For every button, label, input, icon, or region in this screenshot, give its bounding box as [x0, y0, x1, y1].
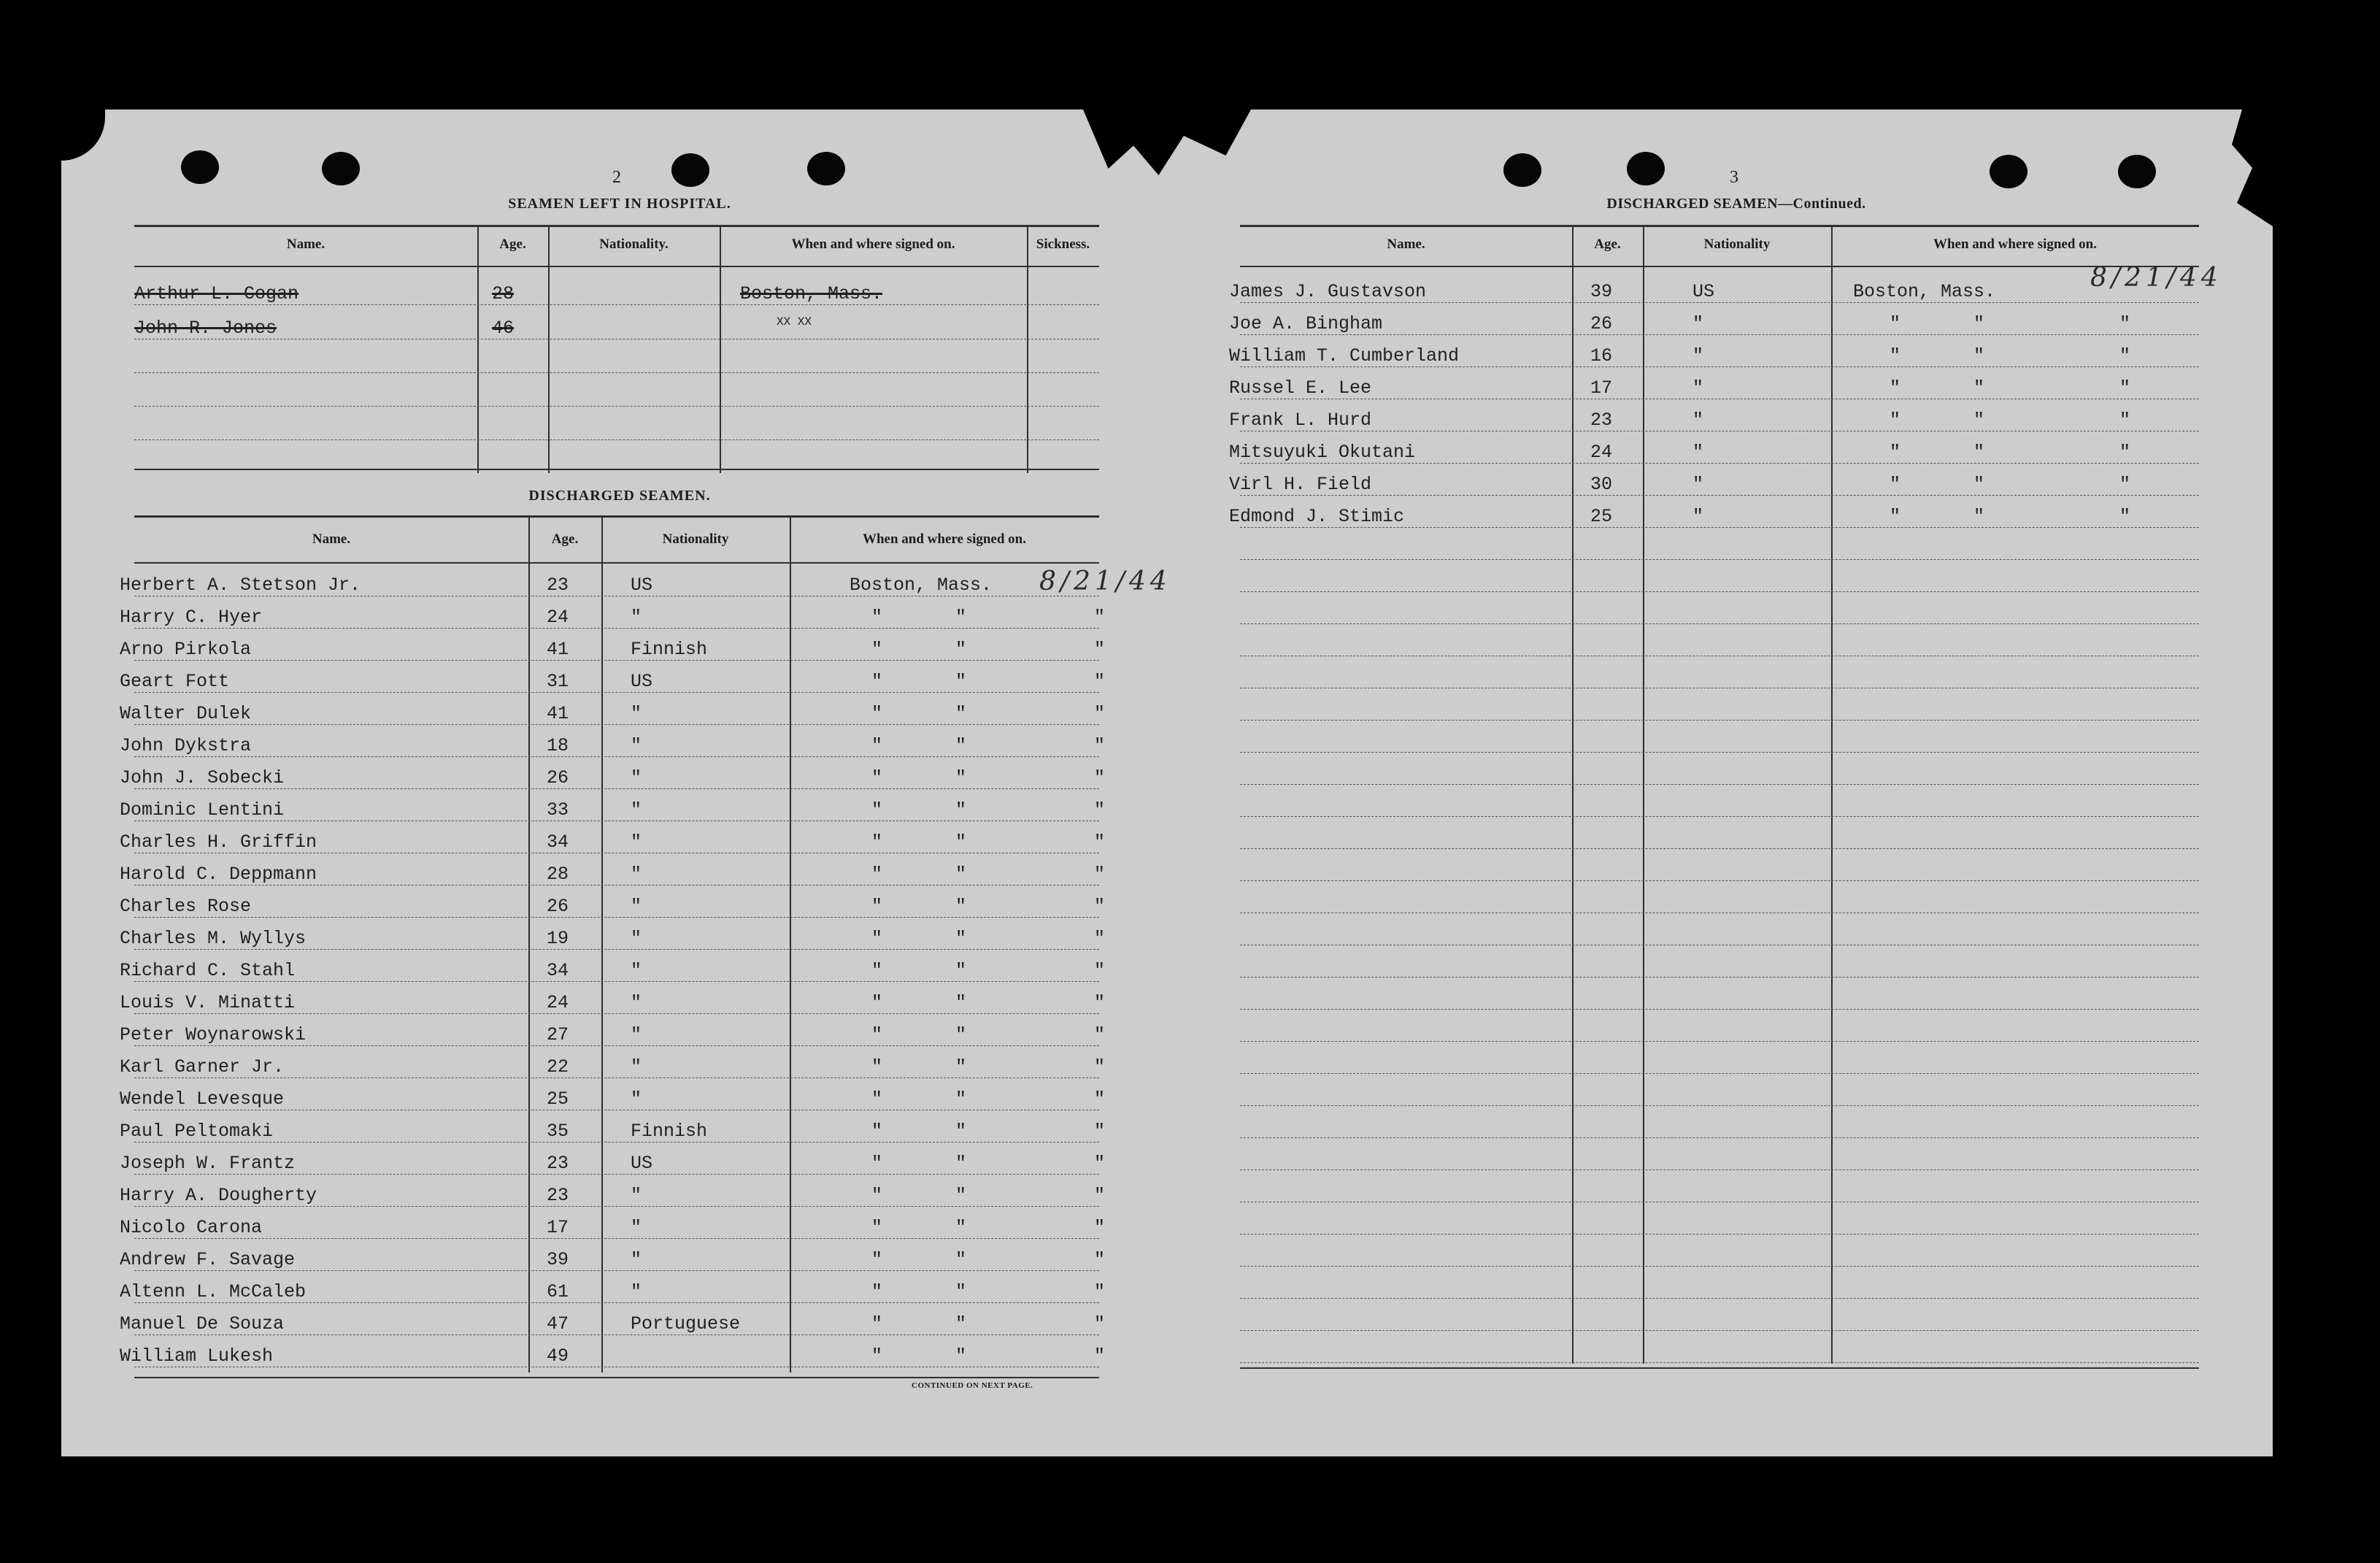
seaman-name: Peter Woynarowski — [120, 1024, 307, 1045]
seaman-nationality: " — [631, 992, 642, 1013]
ditto-mark: " — [955, 671, 967, 692]
seaman-age: 23 — [547, 575, 569, 596]
seaman-nationality: Portuguese — [631, 1313, 741, 1334]
ditto-mark: " — [1094, 767, 1106, 788]
seaman-age: 17 — [547, 1217, 569, 1238]
ditto-mark: " — [1094, 832, 1106, 853]
ditto-mark: " — [955, 960, 967, 981]
discharged-table — [120, 515, 1171, 1384]
column-header-name: Name. — [286, 237, 326, 252]
seaman-age: 27 — [547, 1024, 569, 1045]
table-row — [120, 885, 1106, 918]
ditto-mark: " — [1890, 474, 1901, 495]
seaman-name: Altenn L. McCaleb — [120, 1281, 307, 1302]
ditto-mark: " — [871, 1088, 883, 1110]
seaman-age: 24 — [547, 607, 569, 628]
seaman-nationality: " — [631, 896, 642, 917]
ditto-mark: " — [1973, 345, 1985, 366]
ditto-mark: " — [1973, 313, 1985, 334]
table-row — [1240, 1266, 2199, 1299]
table-row — [1240, 816, 2199, 849]
ditto-mark: " — [1094, 960, 1106, 981]
column-header-age: Age. — [499, 237, 526, 252]
seaman-nationality: " — [631, 1217, 642, 1238]
seaman-age: 34 — [547, 960, 569, 981]
seaman-nationality: US — [1692, 281, 1715, 302]
handwritten-date: 8/21/44 — [2090, 263, 2222, 293]
ditto-mark: " — [1973, 410, 1985, 431]
table-row — [120, 1110, 1106, 1143]
seaman-nationality: " — [631, 864, 642, 885]
column-header-name: Name. — [312, 531, 351, 547]
table-row — [120, 788, 1106, 821]
ditto-mark: " — [1094, 1217, 1106, 1238]
table-row — [1229, 495, 2199, 528]
table-row — [1240, 913, 2199, 945]
seaman-age: 34 — [547, 832, 569, 853]
seaman-name: Virl H. Field — [1229, 474, 1372, 495]
right-page — [1167, 110, 2273, 1456]
table-row — [1240, 880, 2199, 913]
ditto-mark: " — [955, 1153, 967, 1174]
ditto-mark: " — [2119, 506, 2131, 527]
seaman-nationality: " — [1692, 410, 1704, 431]
ditto-mark: " — [871, 703, 883, 724]
seaman-name: Frank L. Hurd — [1229, 410, 1372, 431]
seaman-age: 25 — [1590, 506, 1613, 527]
seaman-name: Manuel De Souza — [120, 1313, 285, 1334]
table-row — [1240, 1330, 2199, 1363]
table-row — [120, 660, 1106, 693]
page-number: 2 — [612, 168, 621, 187]
seaman-name: Wendel Levesque — [120, 1088, 285, 1110]
ditto-mark: " — [1890, 506, 1901, 527]
seaman-nationality: " — [631, 928, 642, 949]
seaman-age: 28 — [492, 283, 515, 304]
seaman-age: 24 — [547, 992, 569, 1013]
table-row — [120, 692, 1106, 725]
seaman-age: 35 — [547, 1121, 569, 1142]
seaman-age: 41 — [547, 639, 569, 660]
column-header-nationality: Nationality — [662, 531, 729, 547]
seaman-nationality: " — [1692, 345, 1704, 366]
seaman-name: Joseph W. Frantz — [120, 1153, 296, 1174]
ditto-mark: " — [955, 1088, 967, 1110]
seaman-nationality: " — [631, 832, 642, 853]
ditto-mark: " — [871, 1345, 883, 1367]
table-row — [120, 1174, 1106, 1207]
seaman-age: 61 — [547, 1281, 569, 1302]
ditto-mark: " — [955, 607, 967, 628]
seaman-name: William Lukesh — [120, 1345, 274, 1367]
ditto-mark: " — [955, 703, 967, 724]
ditto-mark: " — [2119, 313, 2131, 334]
ditto-mark: " — [1890, 442, 1901, 463]
ditto-mark: " — [1094, 1056, 1106, 1078]
ditto-mark: " — [871, 1121, 883, 1142]
seaman-age: 26 — [547, 896, 569, 917]
table-row — [1240, 1202, 2199, 1234]
table-row — [134, 339, 1099, 373]
seaman-age: 16 — [1590, 345, 1613, 366]
ditto-mark: " — [871, 1153, 883, 1174]
table-row — [1240, 848, 2199, 881]
seaman-name: Richard C. Stahl — [120, 960, 296, 981]
table-row — [1240, 656, 2199, 688]
table-row — [1240, 1009, 2199, 1042]
seaman-name: John R. Jones — [134, 318, 277, 339]
seaman-name: Charles H. Griffin — [120, 832, 317, 853]
seaman-name: Paul Peltomaki — [120, 1121, 274, 1142]
seaman-nationality: " — [631, 767, 642, 788]
table-row — [1240, 591, 2199, 624]
ditto-mark: " — [1094, 1121, 1106, 1142]
seaman-nationality: " — [631, 960, 642, 981]
ditto-mark: " — [1094, 1281, 1106, 1302]
table-row — [1229, 431, 2199, 464]
ditto-mark: " — [871, 607, 883, 628]
ditto-mark: " — [871, 1281, 883, 1302]
seaman-name: Russel E. Lee — [1229, 377, 1372, 399]
ditto-mark: " — [955, 864, 967, 885]
table-row — [1240, 623, 2199, 656]
seaman-nationality: " — [631, 1249, 642, 1270]
seaman-age: 22 — [547, 1056, 569, 1078]
ditto-mark: " — [871, 1185, 883, 1206]
ditto-mark: " — [871, 1249, 883, 1270]
seaman-name: Joe A. Bingham — [1229, 313, 1383, 334]
seaman-name: Harry C. Hyer — [120, 607, 263, 628]
seaman-nationality: " — [1692, 506, 1704, 527]
table-row — [1229, 270, 2199, 303]
ditto-mark: " — [871, 1024, 883, 1045]
ditto-mark: " — [1094, 1249, 1106, 1270]
table-row — [120, 1238, 1106, 1271]
ditto-mark: " — [1094, 1185, 1106, 1206]
hospital-section-title: SEAMEN LEFT IN HOSPITAL. — [508, 196, 731, 212]
ditto-mark: " — [2119, 410, 2131, 431]
seaman-age: 33 — [547, 799, 569, 821]
seaman-nationality: " — [1692, 442, 1704, 463]
ditto-mark: " — [871, 928, 883, 949]
table-row — [1240, 688, 2199, 721]
ditto-mark: " — [955, 1217, 967, 1238]
ledger-sheet — [61, 110, 2273, 1456]
ditto-mark: " — [955, 735, 967, 756]
ditto-mark: " — [1973, 474, 1985, 495]
seaman-name: Geart Fott — [120, 671, 230, 692]
table-row — [1240, 1298, 2199, 1331]
seaman-age: 17 — [1590, 377, 1613, 399]
ditto-mark: " — [1890, 313, 1901, 334]
seaman-nationality: US — [631, 1153, 653, 1174]
seaman-age: 39 — [547, 1249, 569, 1270]
seaman-nationality: " — [631, 607, 642, 628]
seaman-name: Walter Dulek — [120, 703, 252, 724]
ditto-mark: " — [955, 799, 967, 821]
ditto-mark: " — [955, 1249, 967, 1270]
ditto-mark: " — [1094, 671, 1106, 692]
seaman-age: 19 — [547, 928, 569, 949]
ditto-mark: " — [955, 1281, 967, 1302]
column-header-sickness: Sickness. — [1036, 237, 1090, 252]
table-row — [1240, 527, 2199, 560]
ditto-mark: " — [1094, 639, 1106, 660]
column-header-age: Age. — [1594, 237, 1621, 252]
ditto-mark: " — [871, 864, 883, 885]
table-row — [120, 981, 1106, 1014]
ditto-mark: " — [1890, 345, 1901, 366]
table-row — [1240, 752, 2199, 785]
seaman-nationality: " — [1692, 474, 1704, 495]
seaman-name: Louis V. Minatti — [120, 992, 296, 1013]
seaman-name: Arno Pirkola — [120, 639, 252, 660]
ditto-mark: " — [955, 639, 967, 660]
seaman-age: 23 — [547, 1153, 569, 1174]
table-row — [1229, 463, 2199, 496]
table-row — [120, 564, 1099, 596]
table-row — [120, 917, 1106, 950]
seaman-name: John Dykstra — [120, 735, 252, 756]
table-row — [134, 304, 1099, 339]
ditto-mark: " — [1094, 1345, 1106, 1367]
seaman-age: 26 — [547, 767, 569, 788]
seaman-name: Charles M. Wyllys — [120, 928, 307, 949]
continued-note: CONTINUED ON NEXT PAGE. — [912, 1381, 1033, 1390]
ditto-mark: " — [1890, 377, 1901, 399]
seaman-age: 31 — [547, 671, 569, 692]
table-row — [120, 1334, 1106, 1367]
table-row — [1240, 1041, 2199, 1074]
discharged-continued-title: DISCHARGED SEAMEN—Continued. — [1606, 196, 1866, 212]
ditto-mark: " — [955, 992, 967, 1013]
seaman-name: Arthur L. Cogan — [134, 283, 299, 304]
table-row — [120, 1142, 1106, 1175]
ditto-mark: " — [2119, 345, 2131, 366]
seaman-age: 41 — [547, 703, 569, 724]
table-row — [120, 724, 1106, 757]
ditto-mark: " — [1973, 506, 1985, 527]
table-row — [1240, 720, 2199, 753]
seaman-age: 46 — [492, 318, 515, 339]
table-row — [1240, 1137, 2199, 1170]
ditto-mark: " — [955, 1185, 967, 1206]
ditto-mark: " — [871, 960, 883, 981]
table-row — [1229, 334, 2199, 367]
ditto-mark: " — [955, 1056, 967, 1078]
seaman-nationality: US — [631, 671, 653, 692]
seaman-age: 26 — [1590, 313, 1613, 334]
ditto-mark: " — [1094, 992, 1106, 1013]
ditto-mark: " — [871, 832, 883, 853]
table-row — [1240, 1234, 2199, 1267]
table-row — [1240, 1073, 2199, 1106]
ditto-mark: " — [871, 896, 883, 917]
signed-on-place: XX XX — [777, 315, 812, 329]
page-number: 3 — [1730, 168, 1738, 187]
seaman-nationality: " — [1692, 313, 1704, 334]
ditto-mark: " — [2119, 442, 2131, 463]
seaman-age: 30 — [1590, 474, 1613, 495]
signed-on-place: Boston, Mass. — [850, 575, 993, 596]
ditto-mark: " — [1094, 864, 1106, 885]
seaman-age: 39 — [1590, 281, 1613, 302]
seaman-age: 23 — [1590, 410, 1613, 431]
ditto-mark: " — [871, 767, 883, 788]
table-row — [134, 372, 1099, 407]
ditto-mark: " — [871, 639, 883, 660]
seaman-age: 23 — [547, 1185, 569, 1206]
table-row — [120, 1270, 1106, 1303]
ditto-mark: " — [871, 735, 883, 756]
ditto-mark: " — [955, 767, 967, 788]
column-header-nationality: Nationality. — [599, 237, 669, 252]
ditto-mark: " — [1094, 1024, 1106, 1045]
table-row — [120, 1302, 1106, 1335]
table-row — [1240, 784, 2199, 817]
seaman-nationality: " — [631, 1281, 642, 1302]
ditto-mark: " — [871, 1313, 883, 1334]
table-row — [120, 1078, 1106, 1110]
seaman-age: 28 — [547, 864, 569, 885]
ditto-mark: " — [2119, 377, 2131, 399]
seaman-name: Andrew F. Savage — [120, 1249, 296, 1270]
ditto-mark: " — [1094, 607, 1106, 628]
table-row — [120, 1013, 1106, 1046]
column-header-age: Age. — [551, 531, 579, 547]
seaman-nationality: " — [631, 1056, 642, 1078]
column-header-nationality: Nationality — [1703, 237, 1771, 252]
seaman-age: 47 — [547, 1313, 569, 1334]
seaman-name: John J. Sobecki — [120, 767, 285, 788]
ditto-mark: " — [955, 928, 967, 949]
seaman-name: Herbert A. Stetson Jr. — [120, 575, 361, 596]
ditto-mark: " — [1094, 1313, 1106, 1334]
signed-on-place: Boston, Mass. — [740, 283, 883, 304]
seaman-name: Charles Rose — [120, 896, 252, 917]
table-row — [1240, 559, 2199, 592]
seaman-name: James J. Gustavson — [1229, 281, 1427, 302]
ditto-mark: " — [955, 1313, 967, 1334]
seaman-name: Edmond J. Stimic — [1229, 506, 1405, 527]
ditto-mark: " — [1094, 703, 1106, 724]
seaman-age: 24 — [1590, 442, 1613, 463]
seaman-nationality: Finnish — [631, 1121, 708, 1142]
table-row — [1229, 302, 2199, 335]
ditto-mark: " — [955, 1024, 967, 1045]
ditto-mark: " — [2119, 474, 2131, 495]
ditto-mark: " — [871, 992, 883, 1013]
seaman-name: Nicolo Carona — [120, 1217, 263, 1238]
ditto-mark: " — [955, 1121, 967, 1142]
seaman-nationality: " — [631, 735, 642, 756]
ditto-mark: " — [1890, 410, 1901, 431]
table-row — [1240, 1170, 2199, 1202]
ditto-mark: " — [955, 896, 967, 917]
ditto-mark: " — [1973, 377, 1985, 399]
ditto-mark: " — [871, 671, 883, 692]
seaman-name: Mitsuyuki Okutani — [1229, 442, 1416, 463]
column-header-name: Name. — [1387, 237, 1425, 252]
seaman-name: William T. Cumberland — [1229, 345, 1460, 366]
ditto-mark: " — [871, 799, 883, 821]
table-row — [120, 821, 1106, 853]
left-page — [61, 110, 1171, 1456]
seaman-nationality: Finnish — [631, 639, 708, 660]
table-row — [120, 756, 1106, 789]
seaman-nationality: " — [631, 703, 642, 724]
seaman-nationality: " — [1692, 377, 1704, 399]
signed-on-place: Boston, Mass. — [1853, 281, 1996, 302]
table-row — [1229, 399, 2199, 431]
ditto-mark: " — [871, 1217, 883, 1238]
seaman-nationality: " — [631, 1088, 642, 1110]
ditto-mark: " — [955, 1345, 967, 1367]
ditto-mark: " — [1094, 799, 1106, 821]
table-row — [120, 1045, 1106, 1078]
seaman-age: 25 — [547, 1088, 569, 1110]
seaman-nationality: " — [631, 799, 642, 821]
ditto-mark: " — [871, 1056, 883, 1078]
seaman-name: Harry A. Dougherty — [120, 1185, 317, 1206]
table-row — [1240, 945, 2199, 978]
seaman-nationality: " — [631, 1185, 642, 1206]
seaman-age: 49 — [547, 1345, 569, 1367]
ditto-mark: " — [1094, 928, 1106, 949]
table-row — [120, 1206, 1106, 1239]
ditto-mark: " — [1094, 735, 1106, 756]
table-row — [120, 949, 1106, 982]
ditto-mark: " — [1094, 896, 1106, 917]
table-row — [120, 596, 1106, 629]
table-row — [120, 853, 1106, 886]
column-header-signed-on: When and where signed on. — [791, 237, 955, 252]
seaman-nationality: US — [631, 575, 653, 596]
table-row — [134, 270, 1099, 305]
column-header-signed-on: When and where signed on. — [862, 531, 1026, 547]
discharged-section-title: DISCHARGED SEAMEN. — [528, 488, 711, 504]
ditto-mark: " — [1094, 1153, 1106, 1174]
discharged-table-continued — [1229, 225, 2222, 1482]
seaman-age: 18 — [547, 735, 569, 756]
table-row — [1229, 366, 2199, 399]
seaman-nationality: " — [631, 1024, 642, 1045]
ditto-mark: " — [1973, 442, 1985, 463]
handwritten-date: 8/21/44 — [1039, 567, 1171, 596]
seaman-name: Harold C. Deppmann — [120, 864, 317, 885]
table-row — [120, 628, 1106, 661]
seaman-name: Karl Garner Jr. — [120, 1056, 285, 1078]
table-row — [1240, 977, 2199, 1010]
table-row — [1240, 1105, 2199, 1138]
seaman-name: Dominic Lentini — [120, 799, 285, 821]
table-row — [134, 406, 1099, 440]
ditto-mark: " — [1094, 1088, 1106, 1110]
ditto-mark: " — [955, 832, 967, 853]
column-header-signed-on: When and where signed on. — [1933, 237, 2097, 252]
